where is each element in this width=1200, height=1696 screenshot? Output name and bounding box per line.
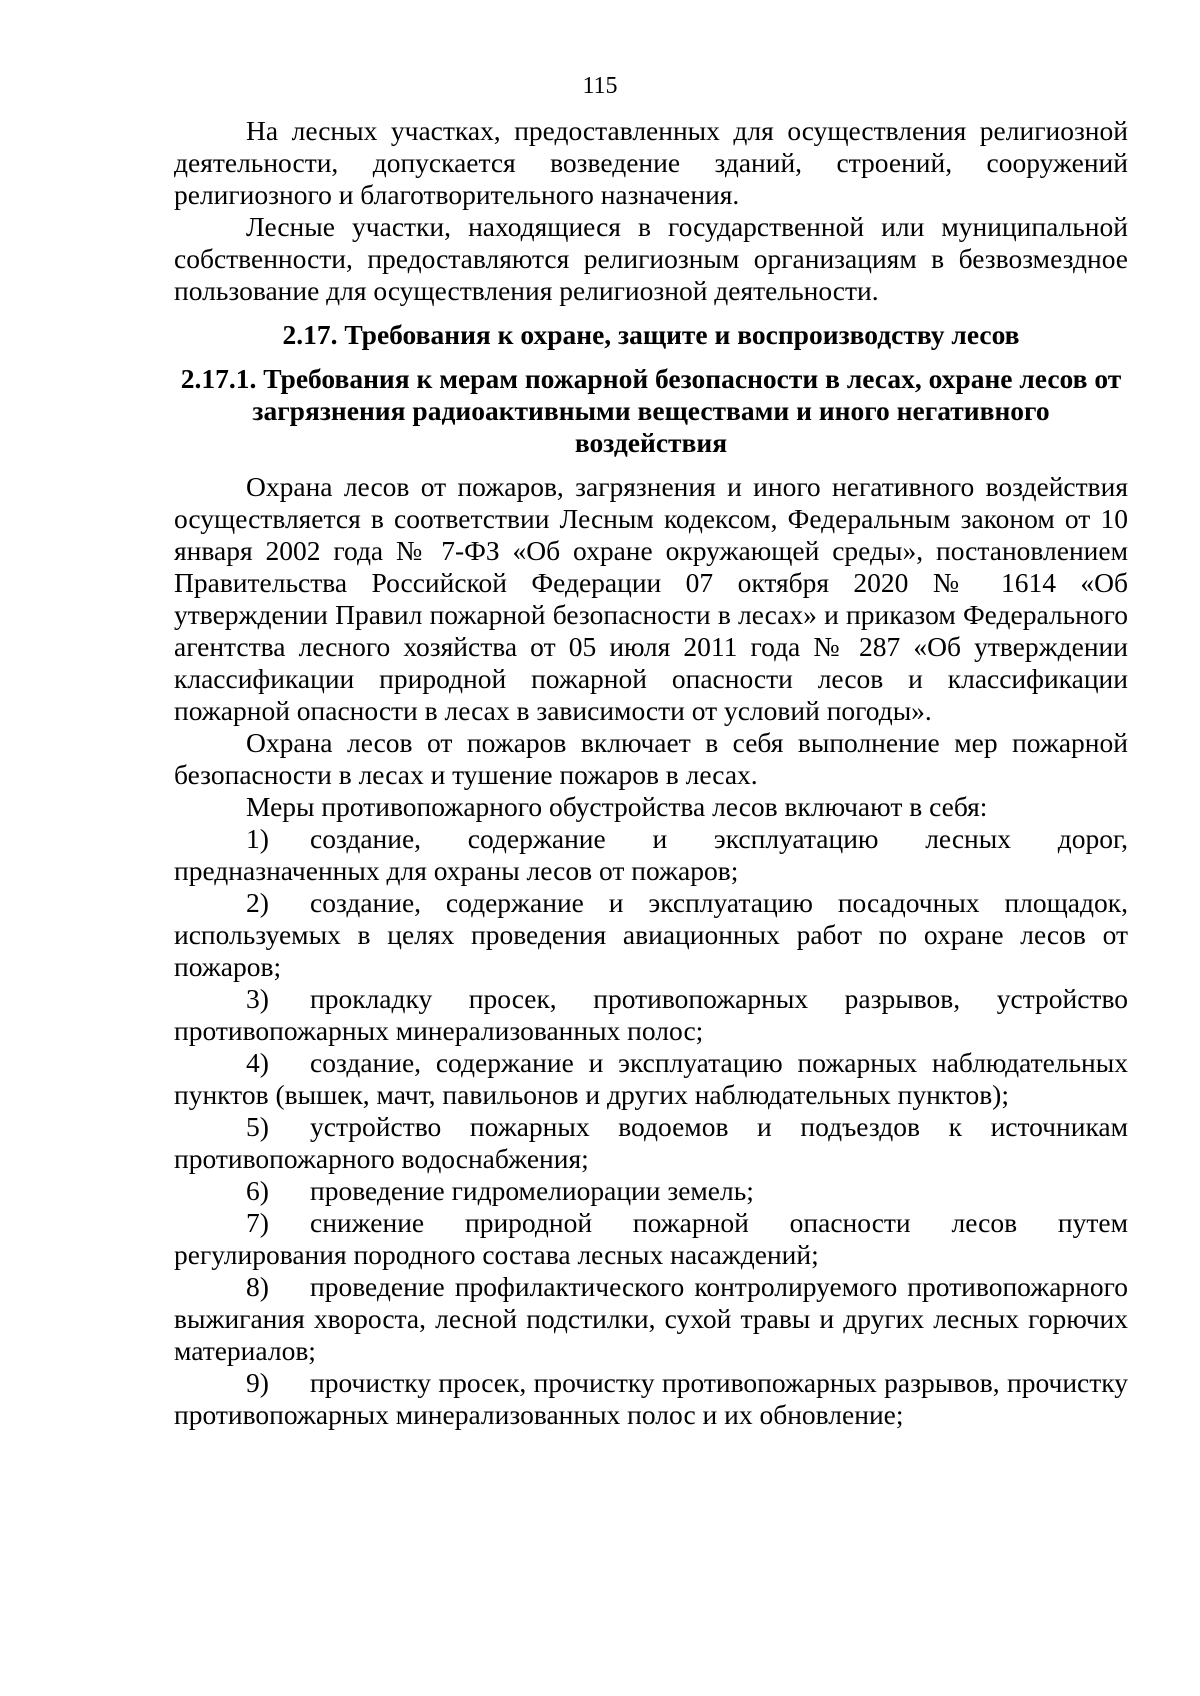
list-item-text: создание, содержание и эксплуатацию посадочных площадок, используемых в целях проведения авиационных работ по охране лесов от пожаров;	[174, 887, 1128, 982]
list-item-number: 5)	[246, 1111, 269, 1142]
list-item-number: 6)	[246, 1175, 269, 1206]
list-item	[174, 1175, 1128, 1207]
list-item-text: прочистку просек, прочистку противопожарных разрывов, прочистку противопожарных минерализованных полос и их обновление;	[174, 1367, 1128, 1430]
list-item-text: снижение природной пожарной опасности лесов путем регулирования породного состава лесных насаждений;	[174, 1207, 1128, 1270]
list-item-number: 4)	[246, 1047, 269, 1078]
list-item	[174, 1111, 1128, 1175]
page-number: 115	[582, 73, 618, 99]
list-item-number: 3)	[246, 983, 269, 1014]
list-item-text: устройство пожарных водоемов и подъездов к источникам противопожарного водоснабжения;	[174, 1111, 1128, 1174]
list-item-text: проведение профилактического контролируемого противопожарного выжигания хвороста, лесной подстилки, сухой травы и других лесных горючих материалов;	[174, 1271, 1128, 1366]
list-item-number: 2)	[246, 887, 269, 918]
paragraph: На лесных участках, предоставленных для осуществления религиозной деятельности, допускается возведение зданий, строений, сооружений религиозного и благотворительного назначения.	[174, 115, 1128, 210]
subsection-heading: 2.17.1. Требования к мерам пожарной безопасности в лесах, охране лесов от загрязнения радиоактивными веществами и иного негативного воздействия	[180, 363, 1122, 458]
list-item-number: 8)	[246, 1271, 269, 1302]
list-item-text: проведение гидромелиорации земель;	[310, 1175, 754, 1206]
list-item-number: 1)	[246, 823, 269, 854]
list-item	[174, 1207, 1128, 1271]
paragraph: Охрана лесов от пожаров включает в себя выполнение мер пожарной безопасности в лесах и тушение пожаров в лесах.	[174, 727, 1128, 790]
list-item-text: создание, содержание и эксплуатацию пожарных наблюдательных пунктов (вышек, мачт, павильонов и других наблюдательных пунктов);	[174, 1047, 1128, 1110]
list-item	[174, 1047, 1128, 1111]
list-item	[174, 823, 1128, 887]
list-item-number: 9)	[246, 1367, 269, 1398]
paragraph: Лесные участки, находящиеся в государственной или муниципальной собственности, предоставляются религиозным организациям в безвозмездное пользование для осуществления религиозной деятельности.	[174, 211, 1128, 306]
page-content	[174, 115, 1128, 1431]
section-heading: 2.17. Требования к охране, защите и воспроизводству лесов	[282, 319, 1020, 350]
paragraph: Меры противопожарного обустройства лесов включают в себя:	[246, 791, 988, 822]
list-item-number: 7)	[246, 1207, 269, 1238]
list-item	[174, 1271, 1128, 1367]
list-item	[174, 887, 1128, 983]
list-item	[174, 983, 1128, 1047]
list-item-text: создание, содержание и эксплуатацию лесных дорог, предназначенных для охраны лесов от пожаров;	[174, 823, 1128, 886]
paragraph: Охрана лесов от пожаров, загрязнения и иного негативного воздействия осуществляется в соответствии Лесным кодексом, Федеральным законом от 10 января 2002 года № 7-ФЗ «Об охране окружающей среды», постановлением Правительства Российской Федерации 07 октября 2020 № 1614 «Об утверждении Правил пожарной безопасности в лесах» и приказом Федерального агентства лесного хозяйства от 05 июля 2011 года № 287 «Об утверждении классификации природной пожарной опасности лесов и классификации пожарной опасности в лесах в зависимости от условий погоды».	[174, 471, 1128, 726]
list-item-text: прокладку просек, противопожарных разрывов, устройство противопожарных минерализованных полос;	[174, 983, 1128, 1046]
list-item	[174, 1367, 1128, 1431]
